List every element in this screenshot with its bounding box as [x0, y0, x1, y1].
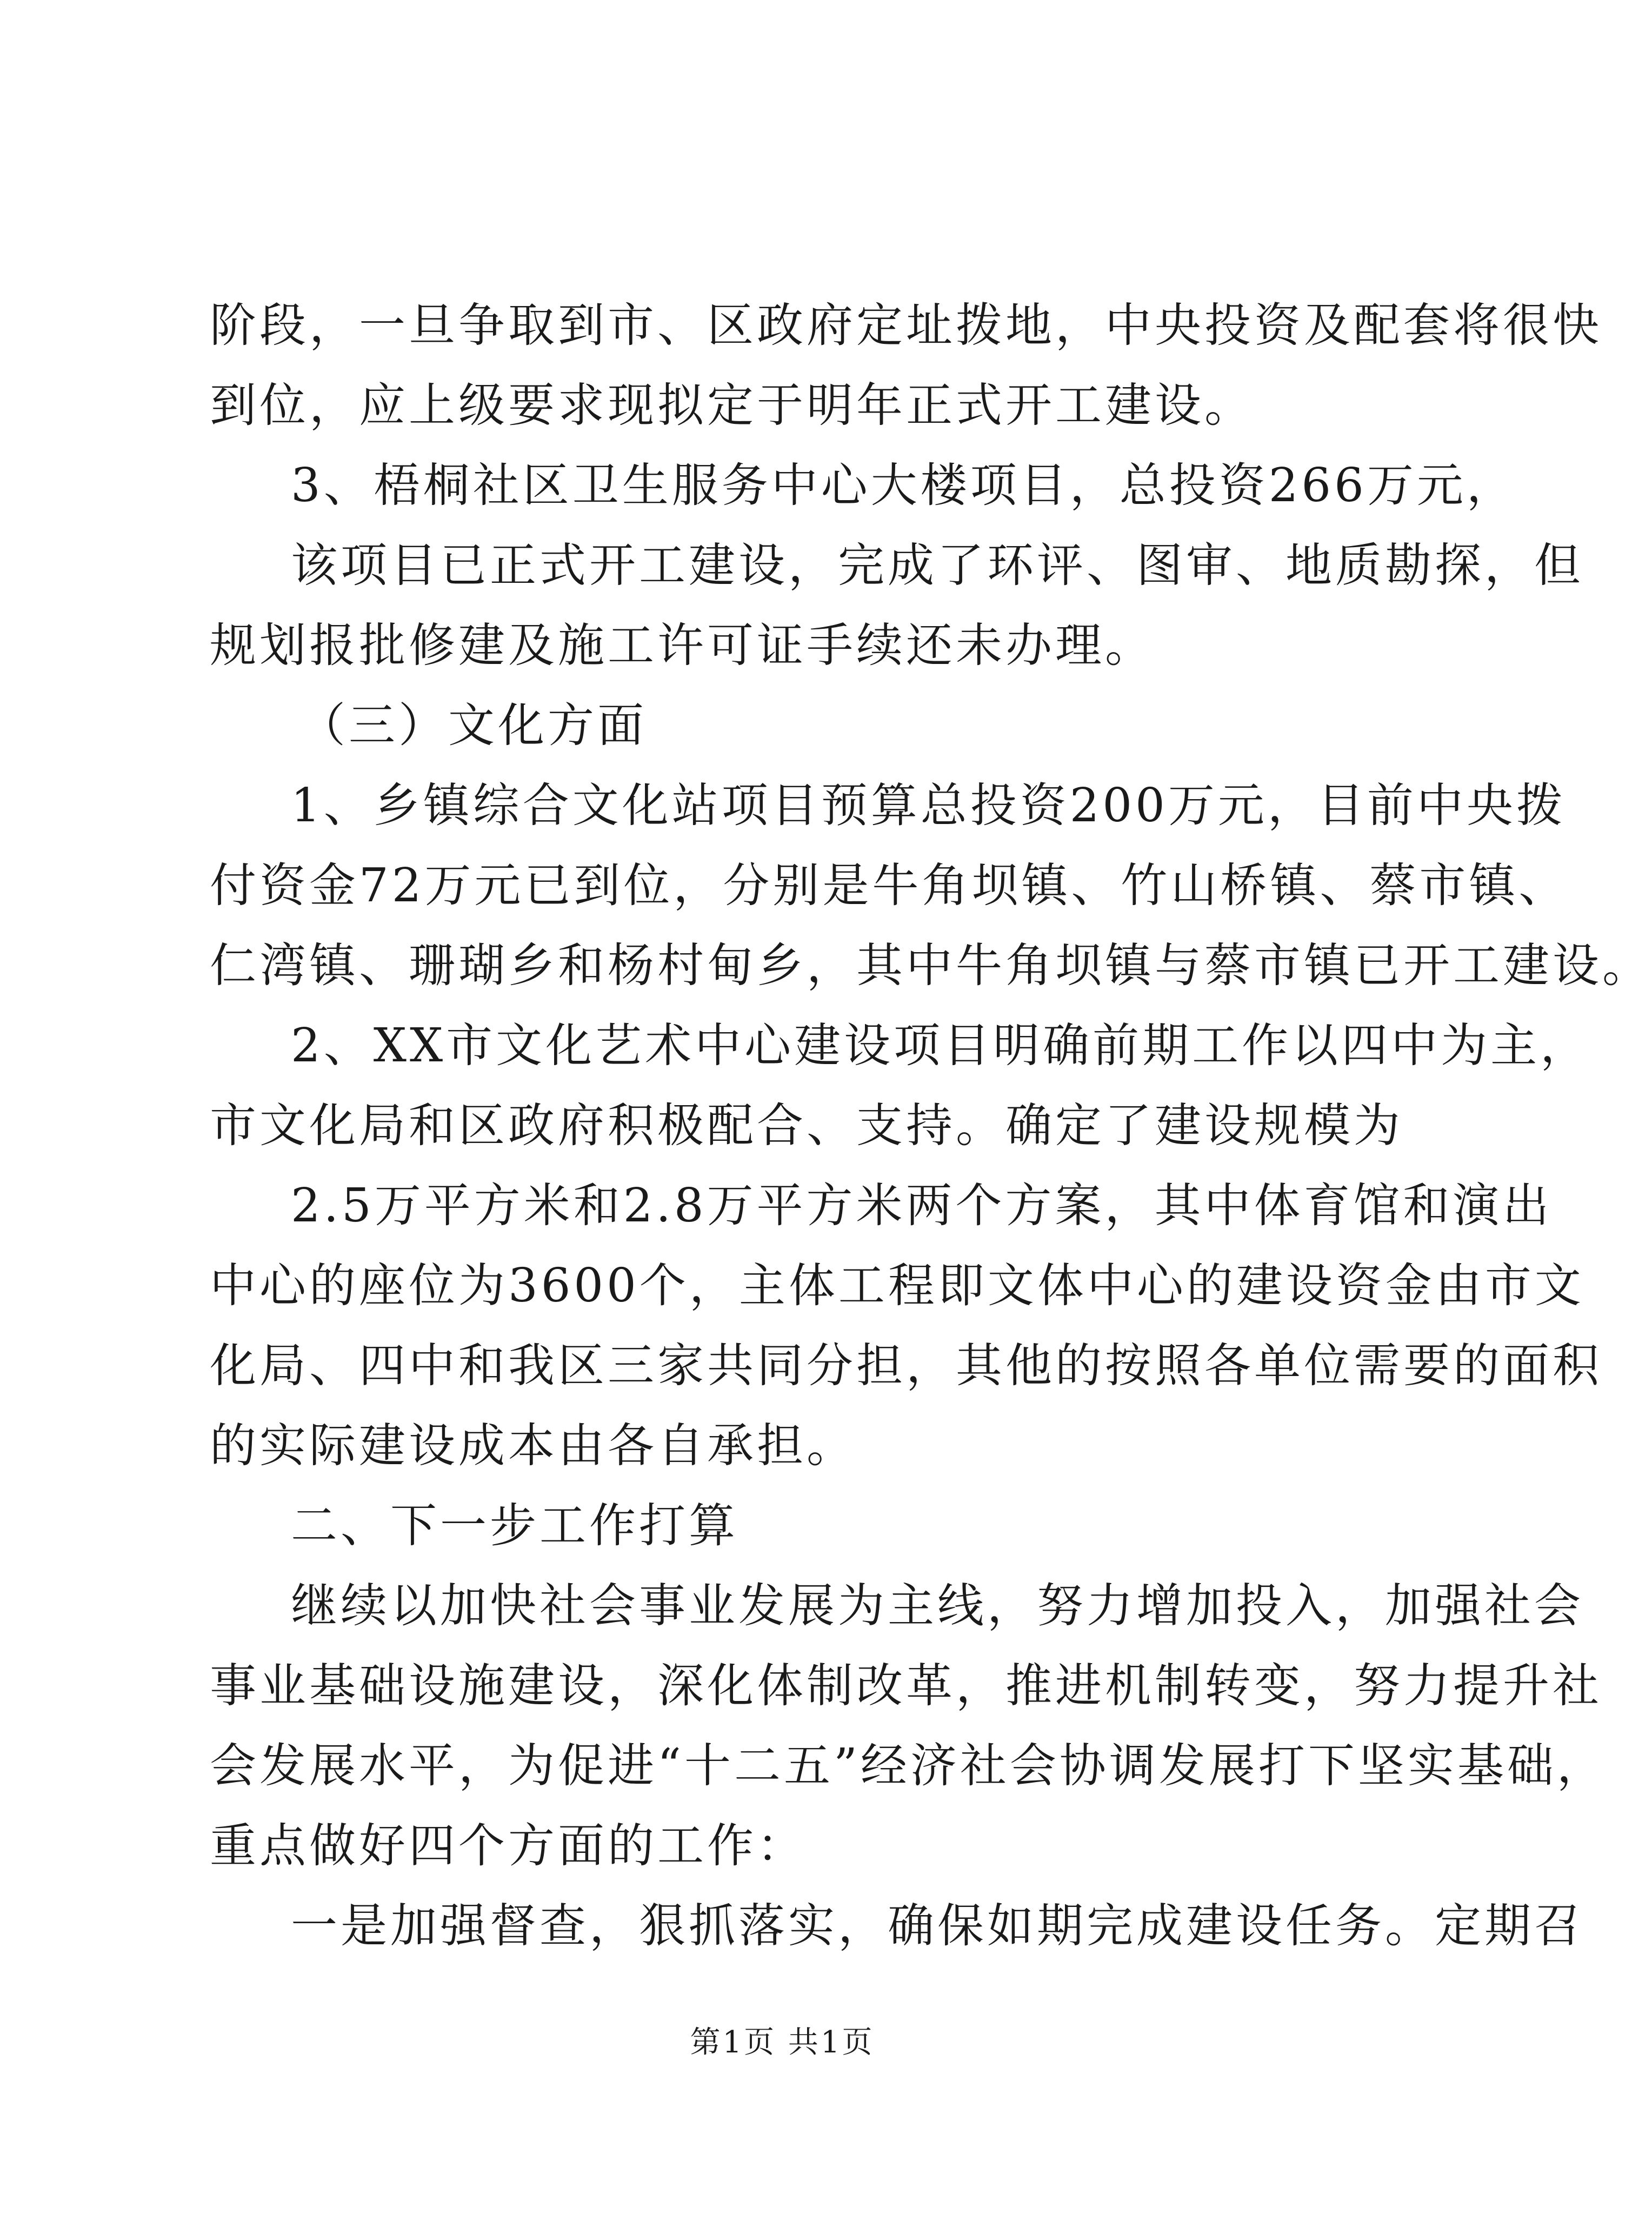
text-line: 到位，应上级要求现拟定于明年正式开工建设。: [210, 378, 1254, 433]
text-line: 2.5万平方米和2.8万平方米两个方案，其中体育馆和演出: [291, 1179, 1553, 1233]
text-line: 付资金72万元已到位，分别是牛角坝镇、竹山桥镇、蔡市镇、: [210, 859, 1569, 913]
section-heading: 二、下一步工作打算: [291, 1499, 738, 1553]
text-line: 市文化局和区政府积极配合、支持。确定了建设规模为: [210, 1099, 1403, 1153]
text-line: 1、乡镇综合文化站项目预算总投资200万元，目前中央拨: [291, 779, 1566, 833]
text-line: 事业基础设施建设，深化体制改革，推进机制转变，努力提升社: [210, 1659, 1602, 1713]
text-line: 2、XX市文化艺术中心建设项目明确前期工作以四中为主，: [291, 1019, 1590, 1073]
page-footer: 第1页 共1页: [690, 2025, 875, 2060]
text-line: 重点做好四个方面的工作：: [210, 1819, 807, 1873]
document-body: [210, 285, 1652, 1966]
text-line: 仁湾镇、珊瑚乡和杨村甸乡，其中牛角坝镇与蔡市镇已开工建设。: [210, 939, 1652, 993]
text-line: 一是加强督查，狠抓落实，确保如期完成建设任务。定期召: [291, 1899, 1584, 1953]
section-heading: （三）文化方面: [299, 699, 647, 753]
text-line: 的实际建设成本由各自承担。: [210, 1419, 856, 1473]
text-line: 规划报批修建及施工许可证手续还未办理。: [210, 619, 1155, 673]
text-line: 3、梧桐社区卫生服务中心大楼项目，总投资266万元，: [291, 458, 1516, 513]
text-line: 继续以加快社会事业发展为主线，努力增加投入，加强社会: [291, 1579, 1584, 1633]
text-line: 阶段，一旦争取到市、区政府定址拨地，中央投资及配套将很快: [210, 298, 1602, 353]
text-line: 中心的座位为3600个，主体工程即文体中心的建设资金由市文: [210, 1259, 1584, 1313]
text-line: 会发展水平，为促进“十二五”经济社会协调发展打下坚实基础，: [210, 1739, 1607, 1793]
text-line: 化局、四中和我区三家共同分担，其他的按照各单位需要的面积: [210, 1339, 1602, 1393]
text-line: 该项目已正式开工建设，完成了环评、图审、地质勘探，但: [291, 539, 1584, 593]
